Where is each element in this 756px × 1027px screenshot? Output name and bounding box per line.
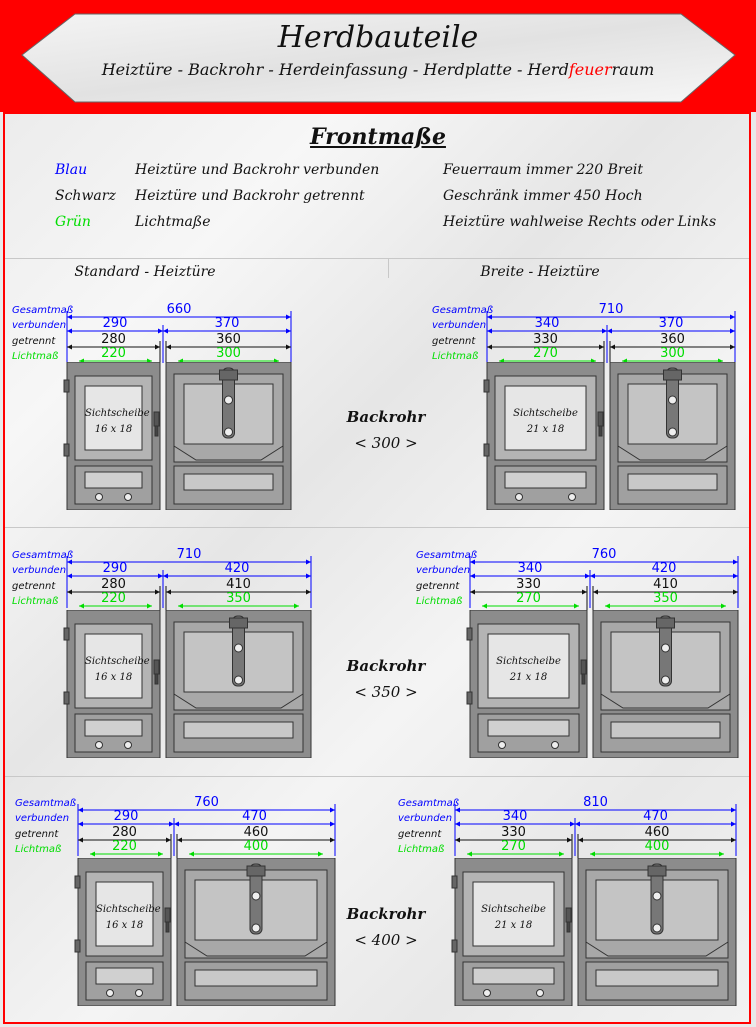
r3-standard-oven-latch-cap (247, 866, 265, 876)
r3-standard-value-oven-separate: 460 (243, 825, 269, 840)
r3-standard-hinge-bottom (75, 940, 80, 952)
r3-standard-vent-knob-left (107, 990, 114, 997)
r1-standard-vent-knob-right (125, 494, 132, 501)
subtitle-end: raum (611, 60, 655, 79)
r1-standard-value-door-clear: 220 (101, 346, 126, 361)
divider-columns (388, 258, 389, 278)
legend-black-text: Heiztüre und Backrohr getrennt (135, 188, 365, 204)
legend-blue-text: Heiztüre und Backrohr verbunden (135, 162, 380, 178)
divider-row-2 (5, 776, 749, 777)
r2-standard-value-door-connected: 290 (102, 561, 128, 576)
r1-standard-hinge-bottom (64, 444, 69, 456)
r1-standard-value-oven-clear: 300 (216, 346, 241, 361)
r3-standard-door-handle-grip (166, 922, 169, 932)
page-subtitle (0, 60, 756, 79)
r3-standard-label-gesamt: Gesamtmaß (15, 798, 77, 809)
r1-standard-glass-label: Sichtscheibe (85, 408, 150, 419)
r1-backrohr-label: Backrohr (346, 408, 426, 426)
r1-wide-label-getrennt: getrennt (432, 336, 476, 347)
r1-wide-value-door-connected: 340 (534, 316, 560, 331)
r3-standard-label-getrennt: getrennt (15, 829, 59, 840)
r2-wide-oven-drawer-window (611, 722, 720, 738)
r1-standard-value-door-separate: 280 (101, 332, 126, 347)
r3-standard-hinge-top (75, 876, 80, 888)
r3-wide-value-total: 810 (583, 795, 608, 810)
r1-standard-oven-latch-cap (220, 370, 238, 380)
r2-wide-door-handle-grip (582, 674, 585, 684)
page-title: Herdbauteile (277, 20, 479, 55)
r1-standard-label-verbunden: verbunden (12, 320, 67, 331)
r1-standard-vent-knob-left (96, 494, 103, 501)
subtitle-highlight: feuer (568, 60, 612, 79)
r1-standard-hinge-top (64, 380, 69, 392)
r1-wide-vent-knob-left (516, 494, 523, 501)
r3-wide-label-gesamt: Gesamtmaß (398, 798, 460, 809)
r1-wide-door-handle-grip (599, 426, 602, 436)
r1-wide-glass-label: Sichtscheibe (513, 408, 578, 419)
r1-wide-label-verbunden: verbunden (432, 320, 487, 331)
r3-wide-vent-knob-right (537, 990, 544, 997)
r3-wide-oven-latch-pivot (653, 924, 661, 932)
r2-standard-label-verbunden: verbunden (12, 565, 67, 576)
r3-wide-door-handle (566, 908, 571, 922)
note-geschraenk: Geschränk immer 450 Hoch (443, 188, 643, 204)
r1-wide-hinge-top (484, 380, 489, 392)
r1-wide-vent-knob-right (569, 494, 576, 501)
r2-wide-ash-drawer-window (488, 720, 569, 736)
r3-standard-value-door-separate: 280 (112, 825, 137, 840)
r2-wide-hinge-top (467, 628, 472, 640)
r3-wide-oven-latch-pin (653, 892, 661, 900)
r1-wide-value-oven-connected: 370 (658, 316, 684, 331)
r1-standard-label-getrennt: getrennt (12, 336, 56, 347)
r3-standard-value-oven-clear: 400 (243, 839, 269, 854)
r1-standard-ash-drawer-window (85, 472, 142, 488)
r1-standard-door-handle (154, 412, 159, 426)
r1-standard-stove-drawing (61, 362, 299, 510)
r1-standard-oven-latch-pin (225, 396, 233, 404)
r1-standard-value-oven-separate: 360 (216, 332, 241, 347)
r2-standard-value-door-clear: 220 (101, 591, 126, 606)
r2-wide-label-verbunden: verbunden (416, 565, 471, 576)
r1-wide-label-licht: Lichtmaß (432, 351, 479, 362)
r2-wide-label-licht: Lichtmaß (416, 596, 463, 607)
r1-wide-value-door-separate: 330 (533, 332, 558, 347)
r3-wide-ash-drawer-window (473, 968, 554, 984)
r2-standard-vent-knob-right (125, 742, 132, 749)
divider-top (5, 258, 749, 259)
r2-standard-value-door-separate: 280 (101, 577, 126, 592)
r2-standard-vent-knob-left (96, 742, 103, 749)
r2-standard-ash-drawer-window (85, 720, 142, 736)
r1-standard-value-door-connected: 290 (102, 316, 128, 331)
r2-wide-oven-latch-pivot (662, 676, 670, 684)
r2-wide-glass-size: 21 x 18 (509, 672, 548, 683)
r2-standard-oven-latch-pivot (235, 676, 243, 684)
r3-wide-glass-label: Sichtscheibe (481, 904, 546, 915)
legend-black-name: Schwarz (55, 188, 116, 204)
r1-wide-value-door-clear: 270 (533, 346, 558, 361)
r1-wide-oven-drawer-window (628, 474, 717, 490)
r2-standard-hinge-bottom (64, 692, 69, 704)
r3-standard-value-door-connected: 290 (113, 809, 139, 824)
r3-standard-vent-knob-right (136, 990, 143, 997)
r2-wide-value-total: 760 (591, 547, 617, 562)
r2-standard-door-handle-grip (155, 674, 158, 684)
legend-blue-name: Blau (55, 162, 88, 178)
r3-wide-value-oven-separate: 460 (644, 825, 670, 840)
r2-wide-vent-knob-left (499, 742, 506, 749)
r3-standard-oven-drawer-window (195, 970, 317, 986)
r1-wide-glass-size: 21 x 18 (526, 424, 565, 435)
note-feuerraum: Feuerraum immer 220 Breit (443, 162, 644, 178)
r2-standard-value-oven-clear: 350 (226, 591, 251, 606)
r2-standard-value-oven-separate: 410 (226, 577, 251, 592)
r3-standard-value-total: 760 (194, 795, 219, 810)
r3-wide-oven-latch-cap (648, 866, 666, 876)
frontmasse-title: Frontmaße (310, 124, 446, 150)
r3-standard-oven-latch-pivot (252, 924, 260, 932)
r3-backrohr-size: < 400 > (354, 931, 418, 949)
r1-standard-oven-latch-pivot (225, 428, 233, 436)
r1-wide-value-total: 710 (598, 302, 624, 317)
r3-standard-oven-latch-pin (252, 892, 260, 900)
column-header-wide: Breite - Heiztüre (480, 264, 600, 280)
r3-wide-value-oven-clear: 400 (644, 839, 670, 854)
r3-wide-glass-size: 21 x 18 (494, 920, 533, 931)
r3-wide-door-handle-grip (567, 922, 570, 932)
r3-wide-vent-knob-left (484, 990, 491, 997)
r1-wide-oven-latch-cap (664, 370, 682, 380)
r2-backrohr-size: < 350 > (354, 683, 418, 701)
subtitle-main: Heiztüre - Backrohr - Herdeinfassung - Herdplatte - Herd (101, 60, 569, 79)
r2-standard-hinge-top (64, 628, 69, 640)
r2-wide-glass-label: Sichtscheibe (496, 656, 561, 667)
r2-wide-value-oven-connected: 420 (651, 561, 677, 576)
r1-standard-oven-drawer-window (184, 474, 273, 490)
r3-wide-label-licht: Lichtmaß (398, 844, 445, 855)
column-header-standard: Standard - Heiztüre (74, 264, 216, 280)
r3-standard-value-door-clear: 220 (112, 839, 137, 854)
r1-wide-ash-drawer-window (505, 472, 586, 488)
r1-wide-oven-latch-pivot (669, 428, 677, 436)
r2-wide-label-getrennt: getrennt (416, 581, 460, 592)
r3-standard-label-verbunden: verbunden (15, 813, 70, 824)
r3-standard-stove-drawing (72, 858, 343, 1006)
r3-backrohr-label: Backrohr (346, 905, 426, 923)
r2-wide-oven-latch-pin (662, 644, 670, 652)
r3-standard-glass-label: Sichtscheibe (96, 904, 161, 915)
r2-standard-label-gesamt: Gesamtmaß (12, 550, 74, 561)
r2-standard-value-oven-connected: 420 (224, 561, 250, 576)
r2-standard-door-handle (154, 660, 159, 674)
r3-wide-hinge-top (452, 876, 457, 888)
r3-wide-oven-drawer-window (596, 970, 718, 986)
r3-wide-label-getrennt: getrennt (398, 829, 442, 840)
r2-wide-vent-knob-right (552, 742, 559, 749)
r2-standard-oven-latch-cap (230, 618, 248, 628)
r1-wide-label-gesamt: Gesamtmaß (432, 305, 494, 316)
r2-standard-oven-drawer-window (184, 722, 293, 738)
r2-wide-value-door-clear: 270 (516, 591, 541, 606)
r2-wide-hinge-bottom (467, 692, 472, 704)
r1-wide-door-handle (598, 412, 603, 426)
r1-standard-value-total: 660 (166, 302, 192, 317)
r3-wide-value-oven-connected: 470 (643, 809, 668, 824)
r3-wide-label-verbunden: verbunden (398, 813, 453, 824)
r3-standard-ash-drawer-window (96, 968, 153, 984)
r1-standard-door-handle-grip (155, 426, 158, 436)
r3-standard-value-oven-connected: 470 (242, 809, 267, 824)
r2-wide-oven-latch-cap (657, 618, 675, 628)
r2-wide-value-door-connected: 340 (517, 561, 543, 576)
divider-row-1 (5, 527, 749, 528)
r1-wide-value-oven-separate: 360 (660, 332, 685, 347)
r2-wide-label-gesamt: Gesamtmaß (416, 550, 478, 561)
r2-wide-value-door-separate: 330 (516, 577, 541, 592)
r2-wide-value-oven-separate: 410 (653, 577, 678, 592)
r2-standard-label-getrennt: getrennt (12, 581, 56, 592)
title-banner (0, 0, 756, 112)
r1-standard-label-gesamt: Gesamtmaß (12, 305, 74, 316)
r3-wide-value-door-connected: 340 (502, 809, 528, 824)
r2-backrohr-label: Backrohr (346, 657, 426, 675)
r3-wide-value-door-clear: 270 (501, 839, 526, 854)
r1-wide-hinge-bottom (484, 444, 489, 456)
r3-wide-stove-drawing (449, 858, 744, 1006)
r3-standard-glass-size: 16 x 18 (105, 920, 144, 931)
r2-wide-door-handle (581, 660, 586, 674)
r3-standard-door-handle (165, 908, 170, 922)
r3-standard-label-licht: Lichtmaß (15, 844, 62, 855)
r2-standard-stove-drawing (61, 610, 319, 758)
r2-wide-stove-drawing (464, 610, 746, 758)
r1-backrohr-size: < 300 > (354, 434, 418, 452)
legend-green-name: Grün (55, 214, 91, 230)
r2-standard-oven-latch-pin (235, 644, 243, 652)
r2-standard-value-total: 710 (176, 547, 202, 562)
r1-wide-value-oven-clear: 300 (660, 346, 685, 361)
r2-wide-value-oven-clear: 350 (653, 591, 678, 606)
r2-standard-glass-size: 16 x 18 (94, 672, 133, 683)
r2-standard-label-licht: Lichtmaß (12, 596, 59, 607)
r2-standard-glass-label: Sichtscheibe (85, 656, 150, 667)
r1-wide-oven-latch-pin (669, 396, 677, 404)
note-heiztuere: Heiztüre wahlweise Rechts oder Links (443, 214, 717, 230)
legend-green-text: Lichtmaße (135, 214, 211, 230)
r1-standard-value-oven-connected: 370 (214, 316, 240, 331)
r3-wide-value-door-separate: 330 (501, 825, 526, 840)
r1-standard-label-licht: Lichtmaß (12, 351, 59, 362)
r1-standard-glass-size: 16 x 18 (94, 424, 133, 435)
r3-wide-hinge-bottom (452, 940, 457, 952)
r1-wide-stove-drawing (481, 362, 743, 510)
